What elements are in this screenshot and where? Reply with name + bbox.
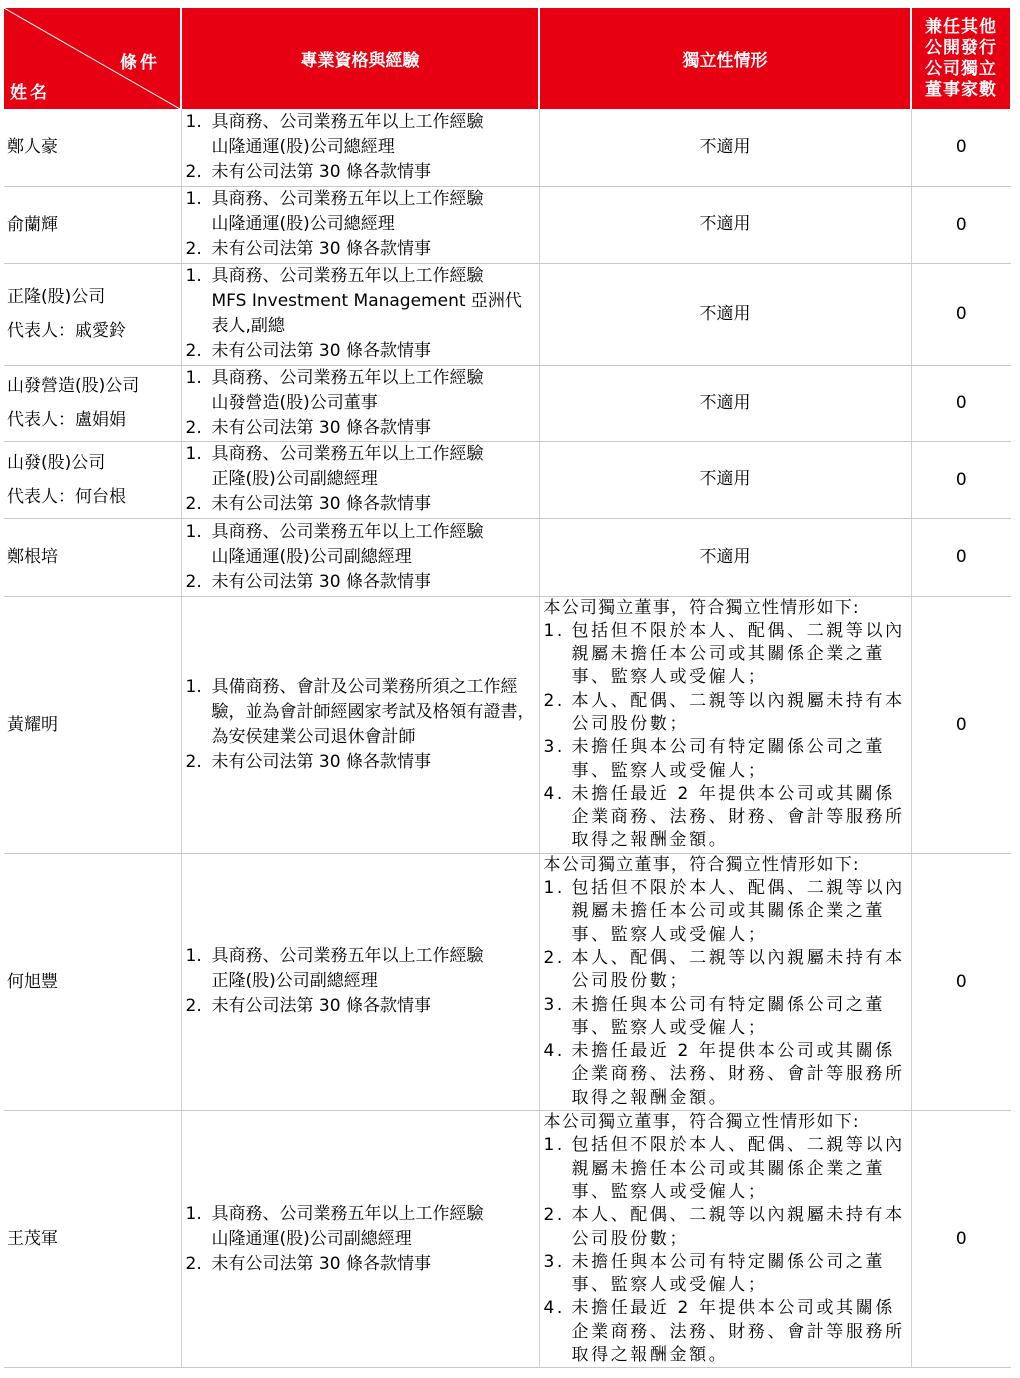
independence-text: 包括但不限於本人、配偶、二親等以內親屬未擔任本公司或其關係企業之董事、監察人或受僱人； [571,1135,905,1202]
qualifications-cell [181,365,539,441]
independence-item [544,690,907,737]
independence-cell [539,853,911,1110]
independence-number: 2. [543,690,565,711]
table-row [4,109,1011,186]
header-condition: 條件 [120,53,160,73]
qualification-text: 未有公司法第 30 條各款情事 [211,571,431,592]
qualification-item [186,675,539,750]
header-row [4,8,1011,109]
independence-cell: 不適用 [539,263,911,365]
qualification-item [186,994,539,1019]
qualification-number: 2. [185,239,202,259]
other-boards-count: 0 [911,596,1011,853]
independence-cell [539,596,911,853]
qualifications-cell [181,1111,539,1368]
independence-item [544,1204,907,1251]
qualification-number: 2. [185,494,202,514]
qualification-text: 具商務、公司業務五年以上工作經驗 [211,1203,484,1224]
qualification-detail: 正隆(股)公司副總經理 [211,971,378,992]
independence-number: 1. [543,878,565,899]
qualifications-cell [181,186,539,263]
independence-item [544,1251,907,1298]
table-row [4,596,1011,853]
independence-cell: 不適用 [539,365,911,441]
independence-item [544,994,907,1041]
other-boards-count: 0 [911,186,1011,263]
qualifications-cell [181,263,539,365]
qualification-number: 1. [185,676,202,697]
independence-number: 1. [543,1135,565,1156]
independence-item [544,1134,907,1204]
director-name-cell [4,186,181,263]
qualification-detail: 正隆(股)公司副總經理 [211,469,378,489]
qualifications-cell [181,441,539,518]
independence-item [544,877,907,947]
independence-number: 4. [543,1298,565,1319]
qualification-text: 具商務、公司業務五年以上工作經驗 [211,521,484,542]
qualification-text: 未有公司法第 30 條各款情事 [211,751,431,772]
independence-intro: 本公司獨立董事，符合獨立性情形如下: [543,854,860,875]
qualification-number: 1. [185,111,202,132]
header-independence: 獨立性情形 [539,8,911,109]
qualification-number: 2. [185,1253,202,1274]
table-row [4,441,1011,518]
qualifications-cell [181,518,539,596]
table-row [4,518,1011,596]
qualifications-cell [181,853,539,1110]
header-name: 姓名 [10,83,50,103]
qualifications-list [186,675,539,775]
independence-text: 未擔任最近 2 年提供本公司或其關係企業商務、法務、財務、會計等服務所取得之報酬金額。 [571,1298,905,1365]
independence-number: 2. [543,947,565,968]
qualification-text: 具備商務、會計及公司業務所須之工作經驗，並為會計師經國家考試及格領有證書，為安侯建業公司退休會計師 [211,676,535,747]
independence-cell: 不適用 [539,186,911,263]
qualification-item [186,237,539,262]
director-name-line: 鄭人豪 [7,137,58,158]
qualification-text: 未有公司法第 30 條各款情事 [211,341,431,361]
qualification-item [186,264,539,339]
qualifications-list [186,264,539,364]
qualification-number: 1. [185,367,202,388]
independence-text: 未擔任最近 2 年提供本公司或其關係企業商務、法務、財務、會計等服務所取得之報酬金額。 [571,783,905,851]
director-name-line: 何旭豐 [7,971,58,992]
qualification-item [186,750,539,775]
independence-item [544,620,907,690]
qualification-text: 具商務、公司業務五年以上工作經驗 [211,367,484,388]
header-other-boards-line: 董事家數 [925,79,997,100]
independence-number: 4. [543,1041,565,1062]
qualifications-list [186,366,539,441]
qualification-detail: 山發營造(股)公司董事 [211,392,378,413]
table-row [4,853,1011,1110]
qualification-number: 1. [185,266,202,286]
qualification-number: 2. [185,996,202,1017]
other-boards-count: 0 [911,263,1011,365]
director-name-line: 鄭根培 [7,547,58,567]
independence-text: 未擔任與本公司有特定關係公司之董事、監察人或受僱人； [571,737,886,781]
qualification-text: 未有公司法第 30 條各款情事 [211,417,431,438]
other-boards-count: 0 [911,853,1011,1110]
qualifications-list [186,442,539,517]
independence-number: 1. [543,620,565,641]
qualification-number: 1. [185,189,202,209]
independence-text: 未擔任與本公司有特定關係公司之董事、監察人或受僱人； [571,1251,886,1296]
qualification-item [186,416,539,441]
independence-list [544,1134,907,1367]
director-name-cell [4,596,181,853]
independence-text: 本人、配偶、二親等以內親屬未持有本公司股份數； [571,1205,905,1249]
director-name-line: 正隆(股)公司 [7,287,106,307]
qualification-number: 1. [185,946,202,967]
director-name-cell [4,1111,181,1368]
qualifications-cell [181,596,539,853]
header-other-boards-line: 兼任其他 [925,16,997,37]
director-qualification-table [4,8,1012,1368]
other-boards-count: 0 [911,365,1011,441]
independence-number: 2. [543,1205,565,1226]
director-name-line: 俞蘭輝 [7,214,58,235]
table-row [4,186,1011,263]
qualification-text: 未有公司法第 30 條各款情事 [211,1253,431,1274]
qualification-number: 2. [185,161,202,182]
independence-cell: 不適用 [539,441,911,518]
independence-item [544,736,907,783]
director-name-line: 代表人：盧娟娟 [7,410,126,430]
qualification-item [186,110,539,160]
other-boards-count: 0 [911,1111,1011,1368]
independence-text: 本人、配偶、二親等以內親屬未持有本公司股份數； [571,947,905,992]
director-name-cell [4,853,181,1110]
qualification-number: 1. [185,521,202,542]
table-row [4,263,1011,365]
qualification-text: 未有公司法第 30 條各款情事 [211,996,431,1017]
qualification-number: 2. [185,417,202,438]
qualifications-list [186,110,539,185]
qualification-text: 未有公司法第 30 條各款情事 [211,494,431,514]
qualification-detail: MFS Investment Management 亞洲代表人,副總 [211,291,522,336]
qualification-detail: 山隆通運(股)公司副總經理 [211,546,412,567]
header-other-boards-line: 公開發行 [925,37,997,58]
qualifications-cell [181,109,539,186]
independence-cell: 不適用 [539,109,911,186]
independence-item [544,783,907,853]
qualification-detail: 山隆通運(股)公司總經理 [211,136,395,157]
director-name-cell [4,263,181,365]
independence-item [544,1040,907,1110]
director-name-line: 代表人：何台根 [7,486,126,507]
independence-text: 未擔任最近 2 年提供本公司或其關係企業商務、法務、財務、會計等服務所取得之報酬金額。 [571,1041,905,1108]
director-name-cell [4,518,181,596]
independence-number: 3. [543,737,565,758]
table-row [4,1111,1011,1368]
director-name-line: 黃耀明 [7,714,58,735]
independence-list [544,620,907,853]
header-qualifications: 專業資格與經驗 [181,8,539,109]
table-row [4,365,1011,441]
director-name-line: 山發(股)公司 [7,452,106,473]
qualification-item [186,1252,539,1277]
qualification-text: 未有公司法第 30 條各款情事 [211,161,431,182]
qualification-item [186,366,539,416]
qualifications-list [186,187,539,262]
qualification-number: 1. [185,1203,202,1224]
qualification-item [186,570,539,595]
director-name-cell [4,365,181,441]
qualification-item [186,160,539,185]
director-name-cell [4,109,181,186]
qualification-number: 1. [185,444,202,464]
other-boards-count: 0 [911,518,1011,596]
independence-intro: 本公司獨立董事，符合獨立性情形如下: [543,1112,860,1133]
qualification-text: 未有公司法第 30 條各款情事 [211,239,431,259]
qualifications-list [186,1202,539,1277]
director-name-cell [4,441,181,518]
independence-intro: 本公司獨立董事，符合獨立性情形如下: [543,597,860,618]
header-other-boards [911,8,1011,109]
qualification-text: 具商務、公司業務五年以上工作經驗 [211,111,484,132]
independence-cell: 不適用 [539,518,911,596]
independence-number: 4. [543,783,565,804]
director-name-line: 山發營造(股)公司 [7,376,140,396]
qualification-item [186,187,539,237]
independence-number: 3. [543,994,565,1015]
independence-text: 本人、配偶、二親等以內親屬未持有本公司股份數； [571,690,905,734]
qualifications-list [186,520,539,595]
qualification-number: 2. [185,341,202,361]
independence-list [544,877,907,1110]
qualification-item [186,442,539,492]
header-other-boards-line: 公司獨立 [925,58,997,79]
qualification-item [186,1202,539,1252]
other-boards-count: 0 [911,109,1011,186]
qualification-detail: 山隆通運(股)公司總經理 [211,214,395,234]
qualification-number: 2. [185,751,202,772]
qualifications-list [186,944,539,1019]
qualification-number: 2. [185,571,202,592]
independence-cell [539,1111,911,1368]
independence-item [544,947,907,994]
qualification-text: 具商務、公司業務五年以上工作經驗 [211,189,484,209]
qualification-text: 具商務、公司業務五年以上工作經驗 [211,444,484,464]
qualification-text: 具商務、公司業務五年以上工作經驗 [211,946,484,967]
qualification-item [186,944,539,994]
header-name-condition-cell [4,8,181,109]
qualification-item [186,492,539,517]
qualification-text: 具商務、公司業務五年以上工作經驗 [211,266,484,286]
independence-item [544,1297,907,1367]
director-name-line: 王茂軍 [7,1229,58,1250]
director-name-line: 代表人：戚愛鈴 [7,321,126,341]
qualification-detail: 山隆通運(股)公司副總經理 [211,1228,412,1249]
other-boards-count: 0 [911,441,1011,518]
independence-text: 包括但不限於本人、配偶、二親等以內親屬未擔任本公司或其關係企業之董事、監察人或受僱人； [571,620,905,688]
qualification-item [186,520,539,570]
independence-number: 3. [543,1251,565,1272]
independence-text: 包括但不限於本人、配偶、二親等以內親屬未擔任本公司或其關係企業之董事、監察人或受僱人； [571,878,905,945]
qualification-item [186,339,539,364]
independence-text: 未擔任與本公司有特定關係公司之董事、監察人或受僱人； [571,994,886,1038]
